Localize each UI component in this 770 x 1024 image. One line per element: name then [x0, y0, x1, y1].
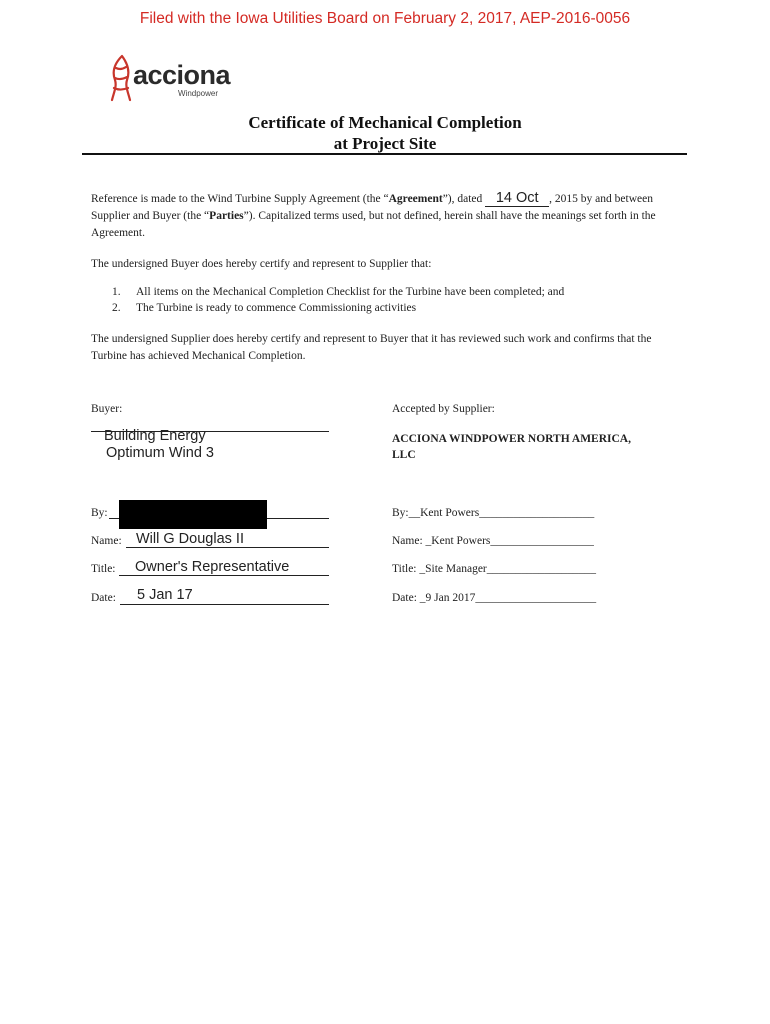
reference-paragraph: [91, 191, 691, 242]
reference-text: ”), dated: [442, 193, 486, 205]
buyer-date-value: 5 Jan 17: [137, 587, 193, 603]
supplier-title-line: Title: _Site Manager___________________: [392, 563, 597, 575]
list-text: The Turbine is ready to commence Commissioning activities: [136, 302, 417, 314]
logo-wordmark: acciona: [133, 60, 231, 90]
buyer-date-label: Date:: [91, 592, 116, 604]
buyer-by-label: By:: [91, 507, 108, 519]
supplier-date-line: Date: _9 Jan 2017_____________________: [392, 592, 597, 604]
logo-subtitle: Windpower: [178, 89, 219, 98]
buyer-name-field-line: [126, 547, 329, 548]
company-line-2: LLC: [392, 449, 416, 461]
buyer-label: Buyer:: [91, 403, 123, 415]
buyer-name-label: Name:: [91, 535, 122, 547]
buyer-name-line-1: Building Energy: [104, 428, 206, 444]
reference-text: Reference is made to the Wind Turbine Supply Agreement (the “: [91, 193, 389, 205]
list-item: [112, 284, 564, 300]
certification-list: [112, 284, 564, 316]
company-line-1: ACCIONA WINDPOWER NORTH AMERICA,: [392, 433, 631, 445]
list-item: [112, 300, 564, 316]
agreement-date-field: 14 Oct: [495, 190, 539, 206]
reference-text: , 2015 by and between Supplier and Buyer (the “: [91, 193, 653, 222]
title-line-1: Certificate of Mechanical Completion: [248, 113, 522, 132]
buyer-name-value: Will G Douglas II: [136, 531, 244, 547]
filing-notice: Filed with the Iowa Utilities Board on February 2, 2017, AEP-2016-0056: [139, 10, 631, 27]
buyer-title-field-line: [119, 575, 329, 576]
list-number: 1.: [112, 286, 121, 298]
parties-term: Parties: [209, 210, 244, 222]
supplier-label: Accepted by Supplier:: [392, 403, 495, 415]
buyer-title-value: Owner's Representative: [135, 559, 290, 575]
supplier-name-line: Name: _Kent Powers__________________: [392, 535, 594, 547]
supplier-by-line: By:__Kent Powers____________________: [392, 507, 595, 519]
title-divider: [82, 153, 687, 155]
acciona-logo: [108, 52, 238, 104]
document-title: [82, 112, 688, 154]
supplier-company: [392, 431, 631, 463]
buyer-name-line-2: Optimum Wind 3: [106, 445, 214, 461]
agreement-term: Agreement: [388, 193, 443, 205]
title-line-2: at Project Site: [333, 134, 437, 153]
redacted-signature: [119, 500, 267, 529]
supplier-statement: The undersigned Supplier does hereby certify and represent to Buyer that it has reviewed such work and confirms that the Turbine has achieved Mechanical Completion.: [91, 333, 652, 362]
reference-text: ”). Capitalized terms used, but not defined, herein shall have the meanings set forth in the Agreement.: [91, 210, 656, 239]
list-number: 2.: [112, 302, 121, 314]
buyer-statement: The undersigned Buyer does hereby certify and represent to Supplier that:: [91, 258, 432, 270]
buyer-date-field-line: [120, 604, 329, 605]
buyer-title-label: Title:: [91, 563, 116, 575]
list-text: All items on the Mechanical Completion Checklist for the Turbine have been completed; and: [136, 286, 565, 298]
leaf-flame-icon: [108, 54, 134, 102]
